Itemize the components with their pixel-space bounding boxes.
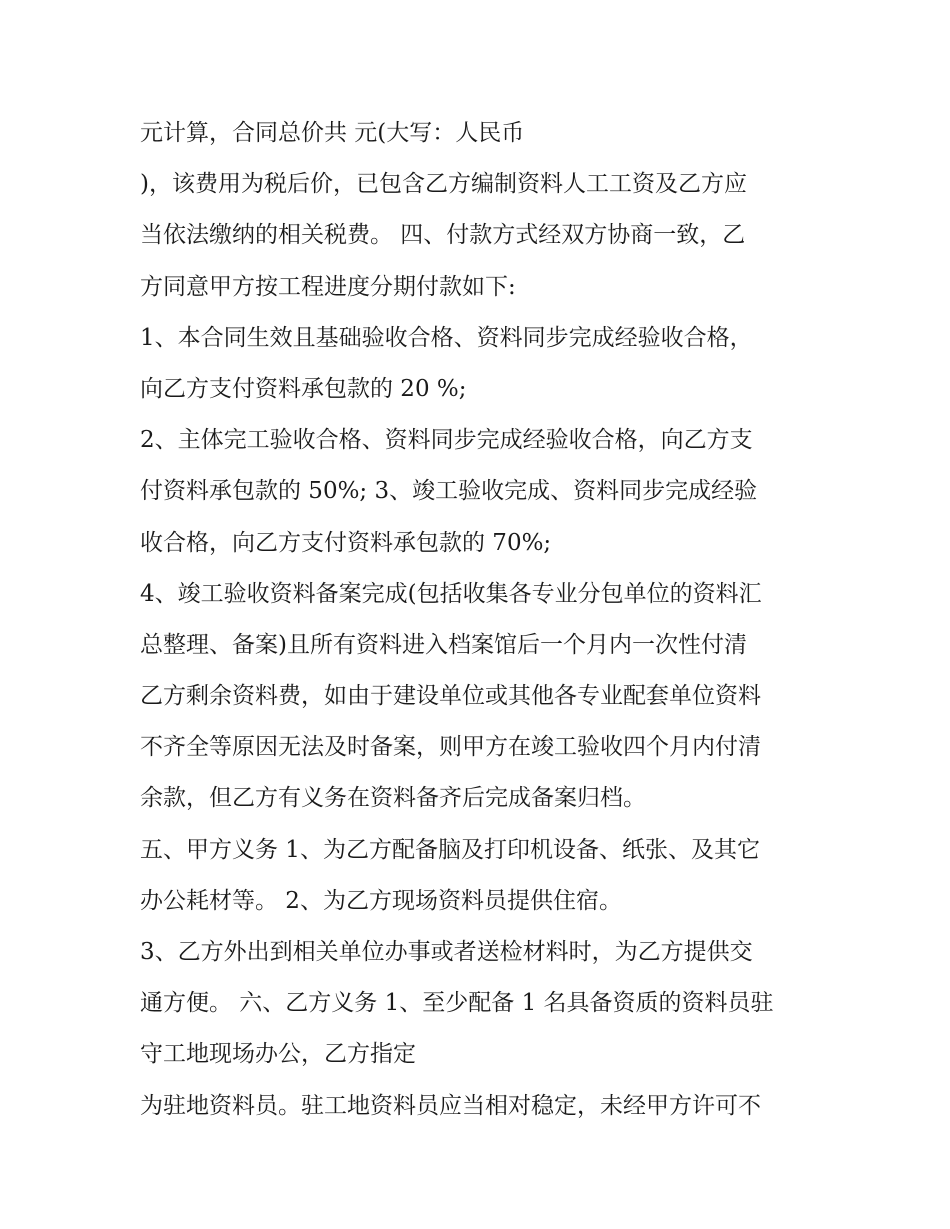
text-line: 当依法缴纳的相关税费。 四、付款方式经双方协商一致，乙: [140, 222, 746, 249]
text-line: 为驻地资料员。驻工地资料员应当相对稳定，未经甲方许可不: [140, 1092, 761, 1119]
text-line: 五、甲方义务 1、为乙方配备脑及打印机设备、纸张、及其它: [140, 836, 760, 863]
text-line: 乙方剩余资料费，如由于建设单位或其他各专业配套单位资料: [140, 683, 761, 710]
text-line: 收合格，向乙方支付资料承包款的 70%;: [140, 529, 552, 556]
text-line: 2、主体完工验收合格、资料同步完成经验收合格，向乙方支: [140, 427, 753, 454]
text-line: 方同意甲方按工程进度分期付款如下:: [140, 273, 516, 300]
contract-body-text: [140, 108, 830, 1132]
text-line: 1、本合同生效且基础验收合格、资料同步完成经验收合格，: [140, 324, 753, 351]
text-line: 总整理、备案)且所有资料进入档案馆后一个月内一次性付清: [140, 631, 747, 658]
text-line: )，该费用为税后价，已包含乙方编制资料人工工资及乙方应: [140, 171, 747, 198]
text-line: 办公耗材等。 2、为乙方现场资料员提供住宿。: [140, 887, 622, 914]
text-line: 付资料承包款的 50%; 3、竣工验收完成、资料同步完成经验: [140, 478, 758, 505]
text-line: 守工地现场办公，乙方指定: [140, 1041, 416, 1068]
text-line: 通方便。 六、乙方义务 1、至少配备 1 名具备资质的资料员驻: [140, 990, 774, 1017]
text-line: 3、乙方外出到相关单位办事或者送检材料时，为乙方提供交: [140, 939, 753, 965]
text-line: 向乙方支付资料承包款的 20 %;: [140, 375, 467, 402]
text-line: 不齐全等原因无法及时备案，则甲方在竣工验收四个月内付清: [140, 734, 761, 761]
text-line: 元计算，合同总价共 元(大写：人民币: [140, 120, 525, 146]
text-line: 4、竣工验收资料备案完成(包括收集各专业分包单位的资料汇: [140, 580, 762, 607]
text-line: 余款，但乙方有义务在资料备齐后完成备案归档。: [140, 785, 646, 812]
